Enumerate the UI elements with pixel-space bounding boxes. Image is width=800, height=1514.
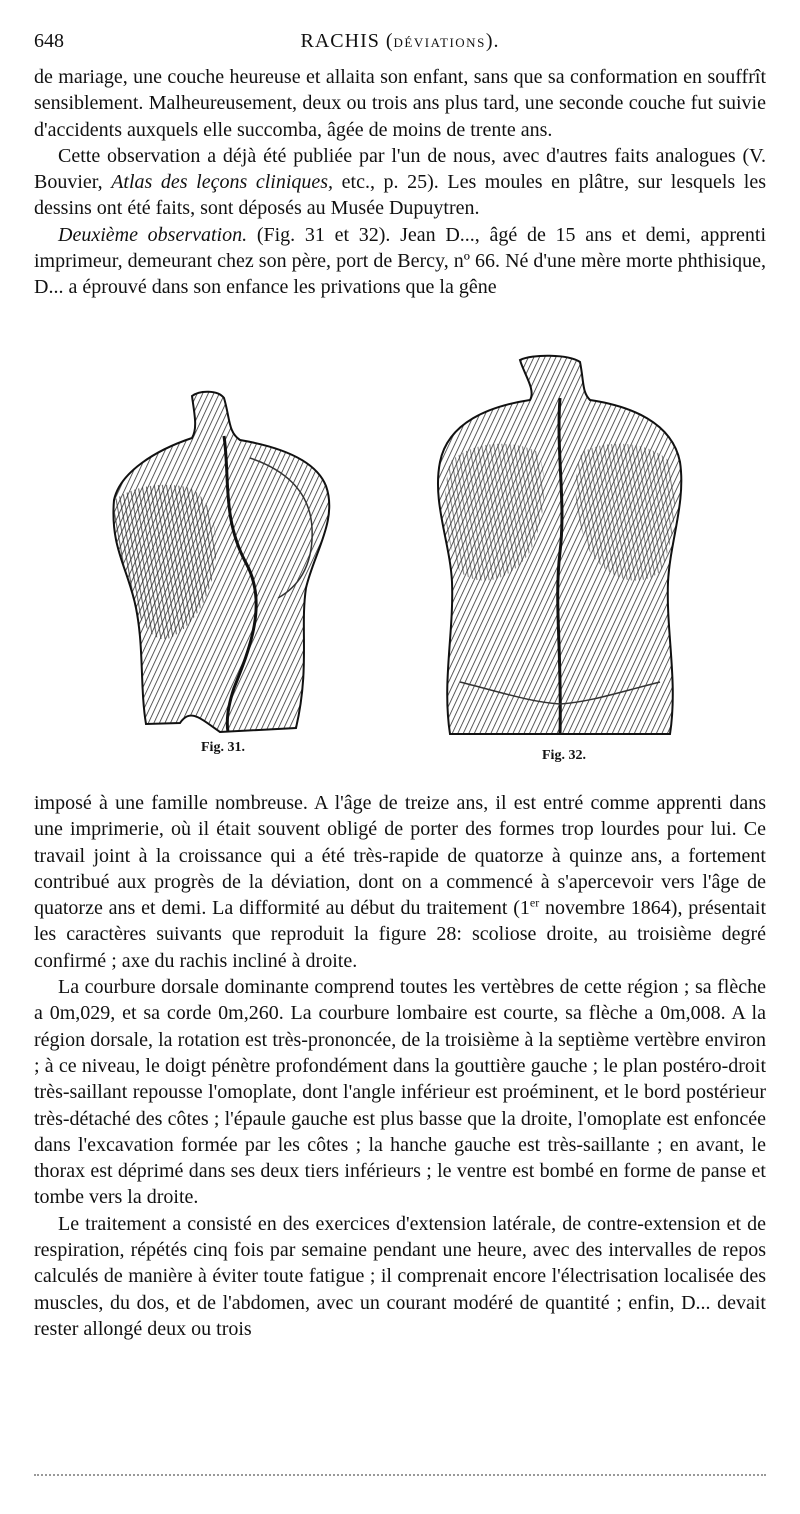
page-number: 648 [34,30,64,52]
figure-32-caption: Fig. 32. [542,748,586,763]
paragraph: Cette observation a déjà été publiée par l'un de nous, avec d'autres faits analogues (V. Bouvier, Atlas des leçons cliniques, etc., p. 25). Les moules en plâtre, sur lesquels les dessins ont été faits, sont déposés au Musée Dupuytren. [34,144,766,220]
figure-31-torso-illustration [100,388,350,738]
paragraph: Deuxième observation. (Fig. 31 et 32). Jean D..., âgé de 15 ans et demi, apprenti imprimeur, demeurant chez son père, port de Bercy, nº 66. Né d'une mère morte phthisique, D... a éprouvé dans son enfance les privations que la gêne [34,223,767,299]
running-title: RACHIS (DÉVIATIONS). [300,30,500,52]
paragraph: Le traitement a consisté en des exercices d'extension latérale, de contre-extension et de respiration, répétés cinq fois par semaine pendant une heure, avec des intervalles de repos calculés de manière à éviter toute fatigue ; il comprenait encore l'électrisation localisée des muscles, du dos, et de l'abdomen, avec un courant modéré de quantité ; enfin, D... devait rester allongé deux ou trois [34,1212,766,1340]
paragraph: imposé à une famille nombreuse. A l'âge de treize ans, il est entré comme apprenti dans une imprimerie, où il était souvent obligé de porter des formes trop lourdes pour lui. Ce travail joint à la croissance qui a été très-rapide de quatorze à quinze ans, a fortement contribué aux progrès de la déviation, dont on a commencé à s'apercevoir vers l'âge de quatorze ans et demi. La difformité au début du traitement (1er novembre 1864), présentait les caractères suivants que reproduit la figure 28: scoliose droite, au troisième degré confirmé ; axe du rachis incliné à droite. [34,792,767,972]
figure-31-caption: Fig. 31. [201,740,245,755]
text-block-bottom [34,790,766,1342]
paragraph: de mariage, une couche heureuse et allaita son enfant, sans que sa conformation en souffrît sensiblement. Malheureusement, deux ou trois ans plus tard, une seconde couche fut suivie d'accidents auxquels elle succomba, âgée de moins de trente ans. [34,66,766,141]
paragraph: La courbure dorsale dominante comprend toutes les vertèbres de cette région ; sa flèche a 0m,029, et sa corde 0m,260. La courbure lombaire est courte, sa flèche a 0m,008. A la région dorsale, la rotation est très-prononcée, de la troisième à la septième vertèbre environ ; à ce niveau, le doigt pénètre profondément dans la gouttière gauche ; le plan postéro-droit très-saillant repousse l'omoplate, dont l'angle inférieur est proéminent, et le bord postérieur très-détaché des côtes ; l'épaule gauche est plus basse que la droite, l'omoplate est enfoncée dans l'excavation formée par les côtes ; la hanche gauche est très-saillante ; en avant, le thorax est déprimé dans ses deux tiers inférieurs ; le ventre est bombé en forme de panse et tombe vers la droite. [34,976,766,1209]
footer-divider [34,1474,766,1477]
text-block-top [34,64,766,301]
page-header [34,30,766,60]
figure-32-torso-illustration [420,352,700,742]
